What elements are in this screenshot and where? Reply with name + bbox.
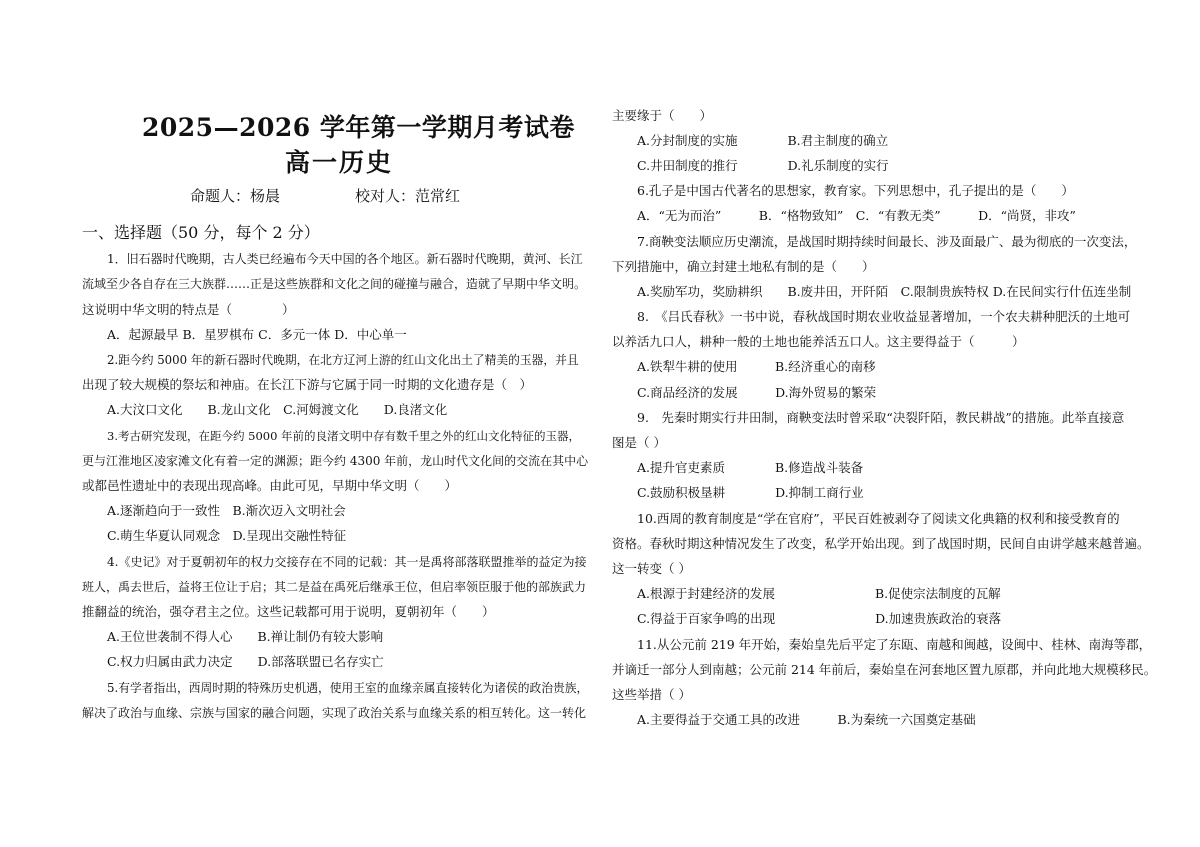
- question-text: 解决了政治与血缘、宗族与国家的融合问题，实现了政治关系与血缘关系的相互转化。这一转化: [82, 706, 587, 720]
- question-text: 7.商鞅变法顺应历史潮流，是战国时期持续时间最长、涉及面最广、最为彻底的一次变法，: [637, 234, 1137, 249]
- section-heading: 一、选择题（50 分，每个 2 分）: [82, 223, 320, 242]
- answer-options: C.商品经济的发展 D.海外贸易的繁荣: [637, 385, 877, 400]
- question-text: 资格。春秋时期这种情况发生了改变，私学开始出现。到了战国时期，民间自由讲学越来越普遍。: [612, 536, 1150, 551]
- question-text: 或都邑性遗址中的表现出现高峰。由此可见，早期中华文明（ ）: [82, 478, 458, 493]
- question-text: 并谪迁一部分人到南越；公元前 214 年前后，秦始皇在河套地区置九原郡，并向此地大规模移民。: [612, 662, 1157, 677]
- answer-options: A.逐渐趋向于一致性 B.渐次迈入文明社会: [107, 503, 346, 518]
- answer-options: A.提升官吏素质 B.修造战斗装备: [637, 460, 864, 475]
- question-text: 9. 先秦时期实行井田制，商鞅变法时曾采取“决裂阡陌，教民耕战”的措施。此举直接意: [637, 410, 1125, 425]
- answer-options: C.得益于百家争鸣的出现 D.加速贵族政治的衰落: [637, 611, 1002, 626]
- answer-options: C.鼓励积极垦耕 D.抑制工商行业: [637, 485, 864, 500]
- question-text: 4.《史记》对于夏朝初年的权力交接存在不同的记载：其一是禹将部落联盟推举的益定为接: [107, 555, 587, 569]
- question-text: 推翻益的统治，强夺君主之位。这些记载都可用于说明，夏朝初年（ ）: [82, 604, 495, 619]
- answer-options: C.萌生华夏认同观念 D.呈现出交融性特征: [107, 528, 347, 543]
- answer-options: A.王位世袭制不得人心 B.禅让制仍有较大影响: [107, 629, 384, 644]
- question-text: 这些举措（ ）: [612, 687, 691, 702]
- question-text: 6.孔子是中国古代著名的思想家，教育家。下列思想中，孔子提出的是（ ）: [637, 183, 1074, 198]
- question-text: 8. 《吕氏春秋》一书中说，春秋战国时期农业收益显著增加，一个农夫耕种肥沃的土地可: [637, 309, 1131, 324]
- answer-options: A.铁犁牛耕的使用 B.经济重心的南移: [637, 359, 876, 374]
- exam-title: 2025—2026 学年第一学期月考试卷: [142, 113, 575, 142]
- question-text: 3.考古研究发现，在距今约 5000 年前的良渚文明中存有数千里之外的红山文化特征的玉器，: [107, 429, 581, 443]
- question-text: 更与江淮地区凌家滩文化有着一定的渊源；距今约 4300 年前，龙山时代文化间的交流在其中心: [82, 454, 589, 468]
- question-text: 班人，禹去世后，益将王位让于启；其二是益在禹死后继承王位，但启率领臣服于他的部族武力: [82, 580, 587, 594]
- answer-options: A．起源最早 B．星罗棋布 C．多元一体 D．中心单一: [107, 327, 407, 342]
- question-text: 以养活九口人，耕种一般的土地也能养活五口人。这主要得益于（ ）: [612, 334, 1025, 349]
- answer-options: A.分封制度的实施 B.君主制度的确立: [637, 133, 889, 148]
- question-text: 流域至少各自存在三大族群……正是这些族群和文化之间的碰撞与融合，造就了早期中华文明。: [82, 277, 587, 291]
- question-text: 图是（ ）: [612, 435, 666, 450]
- question-text: 10.西周的教育制度是“学在官府”，平民百姓被剥夺了阅读文化典籍的权利和接受教育的: [637, 511, 1120, 526]
- question-text: 1．旧石器时代晚期，古人类已经遍布今天中国的各个地区。新石器时代晚期，黄河、长江: [107, 252, 583, 266]
- question-text: 出现了较大规模的祭坛和神庙。在长江下游与它属于同一时期的文化遗存是（ ）: [82, 377, 533, 392]
- question-text: 这说明中华文明的特点是（ ）: [82, 302, 295, 317]
- question-text: 5.有学者指出，西周时期的特殊历史机遇，使用王室的血缘亲属直接转化为诸侯的政治贵族，: [107, 681, 589, 695]
- answer-options: A.奖励军功，奖励耕织 B.废井田，开阡陌 C.限制贵族特权 D.在民间实行什伍连坐制: [637, 284, 1132, 299]
- exam-subject: 高一历史: [285, 148, 394, 177]
- answer-options: A.大汶口文化 B.龙山文化 C.河姆渡文化 D.良渚文化: [107, 402, 448, 417]
- answer-options: C.权力归属由武力决定 D.部落联盟已名存实亡: [107, 654, 384, 669]
- question-text: 11.从公元前 219 年开始，秦始皇先后平定了东瓯、南越和闽越，设闽中、桂林、南海等郡，: [637, 637, 1152, 652]
- answer-options: A.主要得益于交通工具的改进 B.为秦统一六国奠定基础: [637, 712, 976, 727]
- author-label: 命题人：杨晨: [190, 187, 281, 205]
- answer-options: A.根源于封建经济的发展 B.促使宗法制度的瓦解: [637, 586, 1001, 601]
- question-text: 2.距今约 5000 年的新石器时代晚期，在北方辽河上游的红山文化出土了精美的玉器，并且: [107, 353, 579, 367]
- answer-options: C.井田制度的推行 D.礼乐制度的实行: [637, 158, 889, 173]
- question-text: 这一转变（ ）: [612, 561, 691, 576]
- question-text: 下列措施中，确立封建土地私有制的是（ ）: [612, 259, 875, 274]
- checker-label: 校对人：范常红: [355, 187, 461, 205]
- answer-options: A．“无为而治” B．“格物致知” C．“有教无类” D．“尚贤，非攻”: [637, 208, 1076, 223]
- question-text: 主要缘于（ ）: [612, 108, 713, 123]
